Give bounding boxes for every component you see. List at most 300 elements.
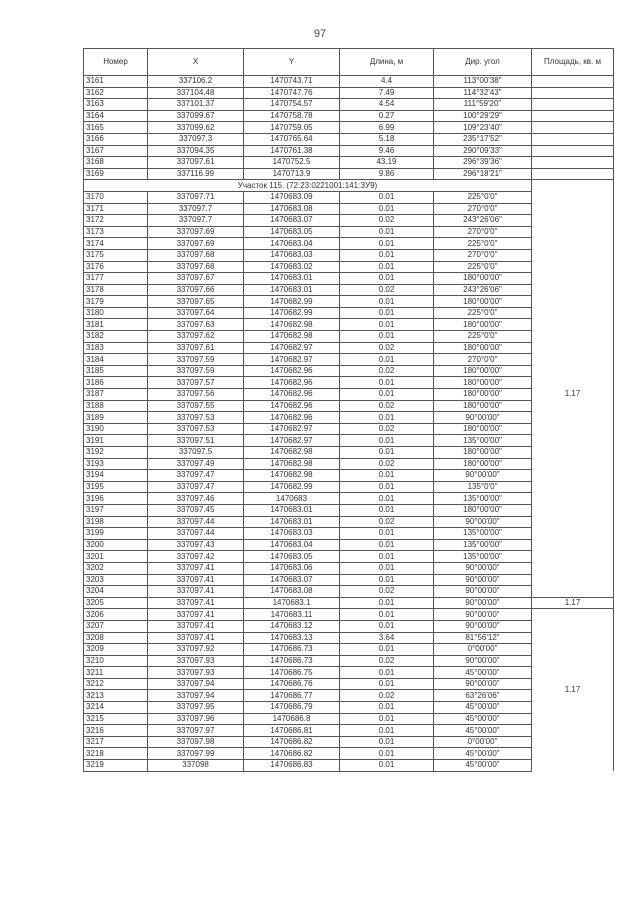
point-number-cell: 3197 <box>84 504 148 516</box>
point-number-cell: 3208 <box>84 632 148 644</box>
angle-cell: 109°23'40" <box>434 122 532 134</box>
point-number-cell: 3194 <box>84 470 148 482</box>
angle-cell: 90°00'00" <box>434 678 532 690</box>
coord-x-cell: 337097.49 <box>148 458 244 470</box>
coord-y-cell: 1470686.81 <box>244 725 340 737</box>
point-number-cell: 3183 <box>84 342 148 354</box>
angle-cell: 225°0'0" <box>434 307 532 319</box>
angle-cell: 296°39'36" <box>434 157 532 169</box>
length-cell: 9.46 <box>340 145 434 157</box>
coord-x-cell: 337097.61 <box>148 157 244 169</box>
coord-x-cell: 337097.7 <box>148 215 244 227</box>
length-cell: 0.01 <box>340 191 434 203</box>
length-cell: 0.02 <box>340 215 434 227</box>
coord-x-cell: 337097.63 <box>148 319 244 331</box>
coord-y-cell: 1470686.83 <box>244 760 340 772</box>
coord-x-cell: 337097.93 <box>148 655 244 667</box>
angle-cell: 90°00'00" <box>434 470 532 482</box>
point-number-cell: 3193 <box>84 458 148 470</box>
coord-x-cell: 337097.51 <box>148 435 244 447</box>
point-number-cell: 3207 <box>84 620 148 632</box>
point-number-cell: 3198 <box>84 516 148 528</box>
header-number: Номер <box>84 49 148 76</box>
length-cell: 9.86 <box>340 168 434 180</box>
angle-cell: 135°00'00" <box>434 528 532 540</box>
length-cell: 0.01 <box>340 609 434 621</box>
point-number-cell: 3178 <box>84 284 148 296</box>
area-cell <box>532 157 614 169</box>
angle-cell: 90°00'00" <box>434 609 532 621</box>
area-cell <box>532 180 614 192</box>
length-cell: 0.01 <box>340 238 434 250</box>
point-number-cell: 3186 <box>84 377 148 389</box>
coord-y-cell: 1470682.97 <box>244 435 340 447</box>
angle-cell: 180°00'00" <box>434 400 532 412</box>
coord-y-cell: 1470683.12 <box>244 620 340 632</box>
coord-y-cell: 1470754.57 <box>244 99 340 111</box>
point-number-cell: 3187 <box>84 389 148 401</box>
coord-x-cell: 337097.67 <box>148 273 244 285</box>
header-x: X <box>148 49 244 76</box>
point-number-cell: 3203 <box>84 574 148 586</box>
angle-cell: 225°0'0" <box>434 191 532 203</box>
coord-y-cell: 1470683.01 <box>244 516 340 528</box>
point-number-cell: 3184 <box>84 354 148 366</box>
table-body <box>84 76 614 772</box>
point-number-cell: 3216 <box>84 725 148 737</box>
point-number-cell: 3168 <box>84 157 148 169</box>
point-number-cell: 3170 <box>84 191 148 203</box>
coord-y-cell: 1470765.64 <box>244 133 340 145</box>
coord-x-cell: 337097.68 <box>148 261 244 273</box>
length-cell: 0.01 <box>340 760 434 772</box>
area-cell <box>532 76 614 88</box>
coord-y-cell: 1470682.96 <box>244 377 340 389</box>
angle-cell: 90°00'00" <box>434 620 532 632</box>
coord-y-cell: 1470683.01 <box>244 504 340 516</box>
point-number-cell: 3185 <box>84 365 148 377</box>
angle-cell: 180°00'00" <box>434 296 532 308</box>
length-cell: 0.01 <box>340 249 434 261</box>
area-cell <box>532 133 614 145</box>
area-value: 1.17 <box>532 191 614 597</box>
coord-x-cell: 337097.41 <box>148 620 244 632</box>
point-number-cell: 3163 <box>84 99 148 111</box>
point-number-cell: 3188 <box>84 400 148 412</box>
coord-x-cell: 337097.53 <box>148 412 244 424</box>
point-number-cell: 3201 <box>84 551 148 563</box>
coord-y-cell: 1470683.05 <box>244 226 340 238</box>
coord-x-cell: 337097.69 <box>148 238 244 250</box>
angle-cell: 45°00'00" <box>434 748 532 760</box>
coord-y-cell: 1470752.5 <box>244 157 340 169</box>
coord-y-cell: 1470683.03 <box>244 249 340 261</box>
angle-cell: 270°0'0" <box>434 249 532 261</box>
point-number-cell: 3200 <box>84 539 148 551</box>
point-number-cell: 3167 <box>84 145 148 157</box>
table-row <box>84 597 614 609</box>
coord-y-cell: 1470759.05 <box>244 122 340 134</box>
length-cell: 0.02 <box>340 586 434 598</box>
angle-cell: 225°0'0" <box>434 331 532 343</box>
length-cell: 0.01 <box>340 551 434 563</box>
length-cell: 0.01 <box>340 331 434 343</box>
point-number-cell: 3182 <box>84 331 148 343</box>
point-number-cell: 3161 <box>84 76 148 88</box>
coord-x-cell: 337106.2 <box>148 76 244 88</box>
angle-cell: 81°56'12" <box>434 632 532 644</box>
angle-cell: 243°26'06" <box>434 284 532 296</box>
angle-cell: 235°17'52" <box>434 133 532 145</box>
coord-x-cell: 337097.47 <box>148 481 244 493</box>
point-number-cell: 3179 <box>84 296 148 308</box>
table-row <box>84 168 614 180</box>
coord-x-cell: 337097.57 <box>148 377 244 389</box>
length-cell: 0.01 <box>340 435 434 447</box>
coord-x-cell: 337097.43 <box>148 539 244 551</box>
coord-x-cell: 337097.42 <box>148 551 244 563</box>
angle-cell: 243°26'06" <box>434 215 532 227</box>
point-number-cell: 3214 <box>84 702 148 714</box>
point-number-cell: 3199 <box>84 528 148 540</box>
section-title-row <box>84 180 614 192</box>
length-cell: 0.01 <box>340 667 434 679</box>
point-number-cell: 3217 <box>84 736 148 748</box>
area-cell <box>532 168 614 180</box>
coord-y-cell: 1470682.98 <box>244 447 340 459</box>
angle-cell: 63°26'06" <box>434 690 532 702</box>
angle-cell: 135°00'00" <box>434 539 532 551</box>
coord-y-cell: 1470686.82 <box>244 736 340 748</box>
table-row <box>84 110 614 122</box>
coord-x-cell: 337097.41 <box>148 632 244 644</box>
point-number-cell: 3195 <box>84 481 148 493</box>
coord-x-cell: 337097.71 <box>148 191 244 203</box>
coord-x-cell: 337097.99 <box>148 748 244 760</box>
coord-y-cell: 1470686.75 <box>244 667 340 679</box>
angle-cell: 90°00'00" <box>434 597 532 609</box>
coord-y-cell: 1470683.02 <box>244 261 340 273</box>
coord-y-cell: 1470682.96 <box>244 389 340 401</box>
length-cell: 0.01 <box>340 481 434 493</box>
length-cell: 0.01 <box>340 574 434 586</box>
coord-y-cell: 1470683.09 <box>244 191 340 203</box>
point-number-cell: 3189 <box>84 412 148 424</box>
coord-y-cell: 1470686.73 <box>244 644 340 656</box>
coord-x-cell: 337097.94 <box>148 690 244 702</box>
angle-cell: 100°29'29" <box>434 110 532 122</box>
coord-x-cell: 337097.3 <box>148 133 244 145</box>
point-number-cell: 3171 <box>84 203 148 215</box>
page-number: 97 <box>313 28 327 40</box>
angle-cell: 180°00'00" <box>434 319 532 331</box>
length-cell: 0.01 <box>340 470 434 482</box>
angle-cell: 90°00'00" <box>434 655 532 667</box>
point-number-cell: 3166 <box>84 133 148 145</box>
length-cell: 0.01 <box>340 528 434 540</box>
length-cell: 0.01 <box>340 319 434 331</box>
angle-cell: 135°0'0" <box>434 481 532 493</box>
point-number-cell: 3204 <box>84 586 148 598</box>
header-area: Площадь, кв. м <box>532 49 614 76</box>
length-cell: 0.01 <box>340 748 434 760</box>
length-cell: 43.19 <box>340 157 434 169</box>
coord-x-cell: 337097.68 <box>148 249 244 261</box>
length-cell: 0.02 <box>340 655 434 667</box>
angle-cell: 113°00'38" <box>434 76 532 88</box>
length-cell: 0.01 <box>340 354 434 366</box>
point-number-cell: 3172 <box>84 215 148 227</box>
coord-y-cell: 1470682.97 <box>244 423 340 435</box>
length-cell: 0.01 <box>340 597 434 609</box>
length-cell: 0.02 <box>340 516 434 528</box>
table-row <box>84 122 614 134</box>
angle-cell: 90°00'00" <box>434 586 532 598</box>
coord-y-cell: 1470683.08 <box>244 203 340 215</box>
coord-y-cell: 1470686.79 <box>244 702 340 714</box>
coord-x-cell: 337097.61 <box>148 342 244 354</box>
length-cell: 0.01 <box>340 736 434 748</box>
point-number-cell: 3181 <box>84 319 148 331</box>
point-number-cell: 3218 <box>84 748 148 760</box>
length-cell: 0.01 <box>340 493 434 505</box>
length-cell: 0.02 <box>340 342 434 354</box>
angle-cell: 290°09'33" <box>434 145 532 157</box>
point-number-cell: 3211 <box>84 667 148 679</box>
coord-x-cell: 337097.44 <box>148 516 244 528</box>
coord-y-cell: 1470683.11 <box>244 609 340 621</box>
length-cell: 0.02 <box>340 458 434 470</box>
length-cell: 0.01 <box>340 504 434 516</box>
point-number-cell: 3165 <box>84 122 148 134</box>
point-number-cell: 3175 <box>84 249 148 261</box>
coord-x-cell: 337097.97 <box>148 725 244 737</box>
angle-cell: 111°59'20" <box>434 99 532 111</box>
table-row <box>84 133 614 145</box>
angle-cell: 180°00'00" <box>434 377 532 389</box>
coord-y-cell: 1470682.98 <box>244 470 340 482</box>
coord-x-cell: 337097.41 <box>148 574 244 586</box>
point-number-cell: 3205 <box>84 597 148 609</box>
coord-y-cell: 1470682.96 <box>244 365 340 377</box>
coord-y-cell: 1470682.98 <box>244 331 340 343</box>
coord-x-cell: 337099.67 <box>148 110 244 122</box>
coord-y-cell: 1470682.97 <box>244 342 340 354</box>
point-number-cell: 3173 <box>84 226 148 238</box>
coord-y-cell: 1470683.08 <box>244 586 340 598</box>
coord-y-cell: 1470686.73 <box>244 655 340 667</box>
table-row <box>84 609 614 621</box>
coord-x-cell: 337097.41 <box>148 586 244 598</box>
angle-cell: 45°00'00" <box>434 667 532 679</box>
coord-y-cell: 1470686.82 <box>244 748 340 760</box>
coord-x-cell: 337097.41 <box>148 562 244 574</box>
angle-cell: 180°00'00" <box>434 504 532 516</box>
angle-cell: 90°00'00" <box>434 412 532 424</box>
angle-cell: 45°00'00" <box>434 725 532 737</box>
point-number-cell: 3202 <box>84 562 148 574</box>
coord-y-cell: 1470713.9 <box>244 168 340 180</box>
coord-y-cell: 1470683.1 <box>244 597 340 609</box>
coord-x-cell: 337097.45 <box>148 504 244 516</box>
point-number-cell: 3219 <box>84 760 148 772</box>
table-row <box>84 87 614 99</box>
length-cell: 0.01 <box>340 725 434 737</box>
angle-cell: 45°00'00" <box>434 713 532 725</box>
angle-cell: 225°0'0" <box>434 238 532 250</box>
coord-x-cell: 337097.41 <box>148 597 244 609</box>
table-row <box>84 145 614 157</box>
angle-cell: 180°00'00" <box>434 458 532 470</box>
length-cell: 0.01 <box>340 644 434 656</box>
coord-x-cell: 337101.37 <box>148 99 244 111</box>
coord-y-cell: 1470683.01 <box>244 273 340 285</box>
angle-cell: 180°00'00" <box>434 447 532 459</box>
coord-y-cell: 1470686.77 <box>244 690 340 702</box>
section-title: Участок 115. (72:23:0221001:141:ЗУ9) <box>84 180 532 192</box>
coord-x-cell: 337097.59 <box>148 354 244 366</box>
length-cell: 5.18 <box>340 133 434 145</box>
area-value: 1.17 <box>532 609 614 771</box>
point-number-cell: 3162 <box>84 87 148 99</box>
table-row <box>84 157 614 169</box>
length-cell: 0.01 <box>340 620 434 632</box>
length-cell: 4.4 <box>340 76 434 88</box>
coord-y-cell: 1470682.96 <box>244 400 340 412</box>
area-value: 1.17 <box>532 597 614 609</box>
coord-y-cell: 1470682.99 <box>244 307 340 319</box>
coord-y-cell: 1470683.06 <box>244 562 340 574</box>
coord-x-cell: 337097.41 <box>148 609 244 621</box>
area-cell <box>532 145 614 157</box>
length-cell: 0.01 <box>340 702 434 714</box>
coordinates-table <box>83 48 614 772</box>
length-cell: 0.01 <box>340 678 434 690</box>
angle-cell: 90°00'00" <box>434 574 532 586</box>
coord-y-cell: 1470686.8 <box>244 713 340 725</box>
length-cell: 3.64 <box>340 632 434 644</box>
coord-x-cell: 337097.64 <box>148 307 244 319</box>
angle-cell: 114°32'43" <box>434 87 532 99</box>
coord-y-cell: 1470743.71 <box>244 76 340 88</box>
coord-x-cell: 337097.55 <box>148 400 244 412</box>
coord-x-cell: 337097.95 <box>148 702 244 714</box>
area-cell <box>532 87 614 99</box>
coord-y-cell: 1470682.98 <box>244 458 340 470</box>
coord-x-cell: 337097.59 <box>148 365 244 377</box>
angle-cell: 180°00'00" <box>434 273 532 285</box>
length-cell: 6.99 <box>340 122 434 134</box>
angle-cell: 180°00'00" <box>434 342 532 354</box>
length-cell: 0.01 <box>340 377 434 389</box>
angle-cell: 45°00'00" <box>434 702 532 714</box>
coord-y-cell: 1470682.99 <box>244 296 340 308</box>
length-cell: 0.01 <box>340 203 434 215</box>
length-cell: 0.02 <box>340 423 434 435</box>
coord-x-cell: 337097.96 <box>148 713 244 725</box>
coord-y-cell: 1470682.99 <box>244 481 340 493</box>
angle-cell: 270°0'0" <box>434 354 532 366</box>
angle-cell: 0°00'00" <box>434 736 532 748</box>
coord-y-cell: 1470683 <box>244 493 340 505</box>
length-cell: 0.01 <box>340 539 434 551</box>
point-number-cell: 3209 <box>84 644 148 656</box>
length-cell: 0.01 <box>340 713 434 725</box>
angle-cell: 90°00'00" <box>434 516 532 528</box>
point-number-cell: 3190 <box>84 423 148 435</box>
coord-y-cell: 1470761.38 <box>244 145 340 157</box>
coord-x-cell: 337097.7 <box>148 203 244 215</box>
coord-y-cell: 1470683.07 <box>244 574 340 586</box>
length-cell: 0.01 <box>340 562 434 574</box>
coord-y-cell: 1470682.98 <box>244 319 340 331</box>
coord-x-cell: 337097.98 <box>148 736 244 748</box>
coord-x-cell: 337097.92 <box>148 644 244 656</box>
coord-x-cell: 337097.93 <box>148 667 244 679</box>
length-cell: 0.01 <box>340 447 434 459</box>
coord-x-cell: 337098 <box>148 760 244 772</box>
coord-x-cell: 337097.69 <box>148 226 244 238</box>
coord-x-cell: 337097.5 <box>148 447 244 459</box>
point-number-cell: 3215 <box>84 713 148 725</box>
angle-cell: 296°18'21" <box>434 168 532 180</box>
coord-x-cell: 337097.47 <box>148 470 244 482</box>
coord-x-cell: 337097.65 <box>148 296 244 308</box>
angle-cell: 180°00'00" <box>434 423 532 435</box>
length-cell: 0.02 <box>340 690 434 702</box>
coord-y-cell: 1470683.05 <box>244 551 340 563</box>
table-row <box>84 99 614 111</box>
angle-cell: 135°00'00" <box>434 435 532 447</box>
point-number-cell: 3210 <box>84 655 148 667</box>
point-number-cell: 3169 <box>84 168 148 180</box>
coord-y-cell: 1470683.03 <box>244 528 340 540</box>
length-cell: 0.01 <box>340 307 434 319</box>
header-row <box>84 49 614 76</box>
length-cell: 0.01 <box>340 273 434 285</box>
coord-y-cell: 1470758.78 <box>244 110 340 122</box>
coord-y-cell: 1470682.97 <box>244 354 340 366</box>
length-cell: 0.01 <box>340 261 434 273</box>
length-cell: 0.02 <box>340 365 434 377</box>
point-number-cell: 3206 <box>84 609 148 621</box>
length-cell: 0.01 <box>340 412 434 424</box>
coord-y-cell: 1470683.13 <box>244 632 340 644</box>
coord-x-cell: 337094.35 <box>148 145 244 157</box>
header-length: Длина, м <box>340 49 434 76</box>
point-number-cell: 3176 <box>84 261 148 273</box>
point-number-cell: 3174 <box>84 238 148 250</box>
coord-x-cell: 337097.94 <box>148 678 244 690</box>
angle-cell: 180°00'00" <box>434 365 532 377</box>
coord-y-cell: 1470686.76 <box>244 678 340 690</box>
coord-x-cell: 337097.44 <box>148 528 244 540</box>
length-cell: 0.01 <box>340 226 434 238</box>
header-angle: Дир. угол <box>434 49 532 76</box>
angle-cell: 270°0'0" <box>434 226 532 238</box>
area-cell <box>532 99 614 111</box>
length-cell: 4.54 <box>340 99 434 111</box>
coord-x-cell: 337097.53 <box>148 423 244 435</box>
angle-cell: 225°0'0" <box>434 261 532 273</box>
angle-cell: 180°00'00" <box>434 389 532 401</box>
coord-x-cell: 337116.99 <box>148 168 244 180</box>
point-number-cell: 3191 <box>84 435 148 447</box>
angle-cell: 135°00'00" <box>434 551 532 563</box>
length-cell: 0.02 <box>340 400 434 412</box>
angle-cell: 45°00'00" <box>434 760 532 772</box>
coord-x-cell: 337099.62 <box>148 122 244 134</box>
